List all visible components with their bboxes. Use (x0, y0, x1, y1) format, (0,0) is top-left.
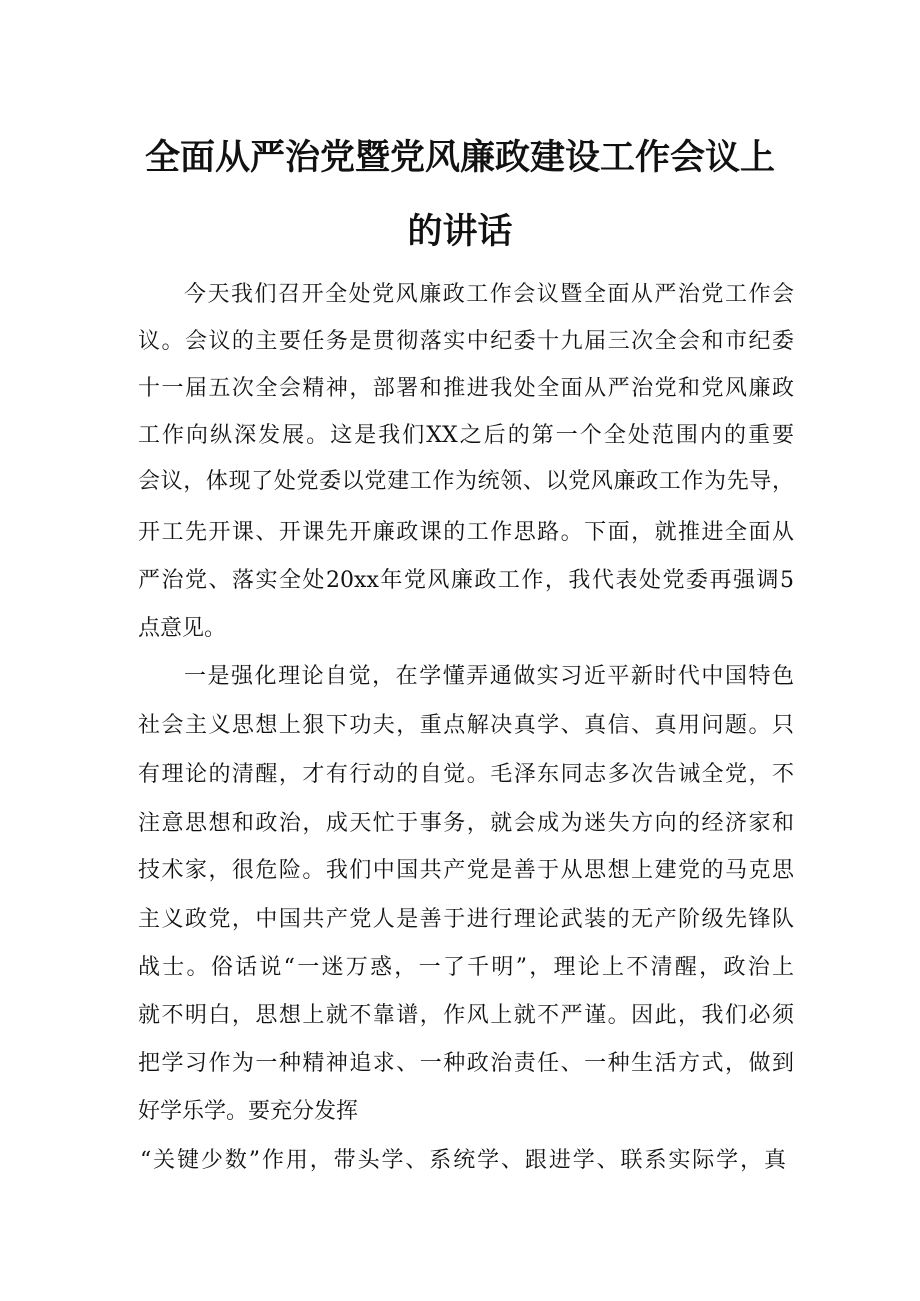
document-title-line-2: 的讲话 (407, 212, 513, 252)
paragraph-1-line-7: 严治党、落实全处20xx年党风廉政工作，我代表处党委再强调5 (138, 568, 794, 593)
paragraph-1-line-3: 十一届五次全会精神，部署和推进我处全面从严治党和党风廉政 (138, 376, 794, 401)
paragraph-2-line-1: 一是强化理论自觉，在学懂弄通做实习近平新时代中国特色 (184, 664, 794, 689)
paragraph-2-line-3: 有理论的清醒，才有行动的自觉。毛泽东同志多次告诫全党，不 (138, 762, 794, 787)
paragraph-2-line-4: 注意思想和政治，成天忙于事务，就会成为迷失方向的经济家和 (138, 811, 794, 836)
paragraph-2-line-6: 主义政党，中国共产党人是善于进行理论武装的无产阶级先锋队 (138, 907, 794, 932)
paragraph-1-line-2: 议。会议的主要任务是贯彻落实中纪委十九届三次全会和市纪委 (138, 329, 794, 354)
paragraph-2-line-9: 把学习作为一种精神追求、一种政治责任、一种生活方式，做到 (138, 1051, 794, 1076)
paragraph-2-line-8: 就不明白，思想上就不靠谱，作风上就不严谨。因此，我们必须 (138, 1003, 794, 1028)
paragraph-1-line-6: 开工先开课、开课先开廉政课的工作思路。下面，就推进全面从 (138, 520, 794, 545)
paragraph-1-line-5: 会议，体现了处党委以党建工作为统领、以党风廉政工作为先导， (138, 469, 794, 494)
paragraph-2-line-5: 技术家，很危险。我们中国共产党是善于从思想上建党的马克思 (138, 858, 794, 883)
document-title-line-1: 全面从严治党暨党风廉政建设工作会议上 (144, 138, 775, 178)
paragraph-1-line-4: 工作向纵深发展。这是我们XX之后的第一个全处范围内的重要 (138, 423, 794, 448)
paragraph-3-line-1: “关键少数”作用，带头学、系统学、跟进学、联系实际学，真 (140, 1148, 786, 1173)
paragraph-1-line-1: 今天我们召开全处党风廉政工作会议暨全面从严治党工作会 (184, 282, 794, 307)
paragraph-2-line-7: 战士。俗话说“一迷万惑，一了千明”，理论上不清醒，政治上 (138, 955, 794, 980)
paragraph-1-line-8: 点意见。 (138, 616, 227, 641)
paragraph-2-line-2: 社会主义思想上狠下功夫，重点解决真学、真信、真用问题。只 (138, 713, 794, 738)
paragraph-2-line-10: 好学乐学。要充分发挥 (138, 1099, 359, 1124)
